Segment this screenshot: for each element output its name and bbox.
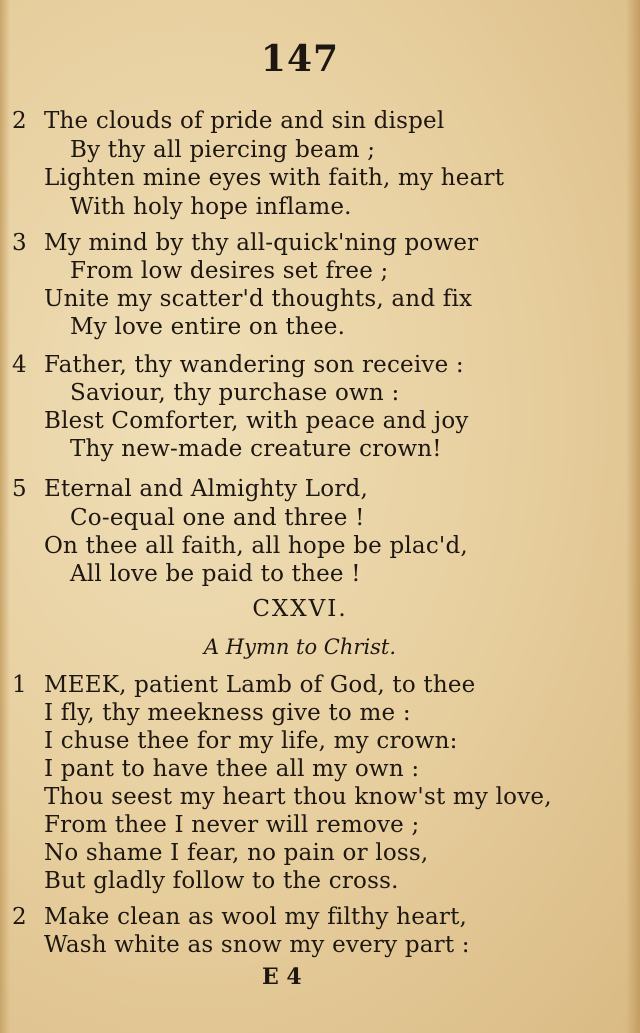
stanza-number: 2 — [12, 108, 27, 134]
verse-line: The clouds of pride and sin dispel — [44, 108, 445, 134]
verse-line: My love entire on thee. — [70, 314, 346, 340]
verse-line: From thee I never will remove ; — [44, 812, 420, 838]
stanza-number: 3 — [12, 230, 27, 256]
verse-line: Wash white as snow my every part : — [44, 932, 470, 958]
page-number: 147 — [260, 38, 340, 80]
verse-line: I pant to have thee all my own : — [44, 756, 420, 782]
hymn-title: A Hymn to Christ. — [203, 635, 397, 659]
verse-line: With holy hope inflame. — [70, 194, 352, 220]
verse-line: Saviour, thy purchase own : — [70, 380, 400, 406]
stanza-number: 4 — [12, 352, 27, 378]
verse-line: Make clean as wool my filthy heart, — [44, 904, 468, 930]
hymn-number-heading: CXXVI. — [252, 596, 348, 622]
verse-line: Blest Comforter, with peace and joy — [44, 408, 469, 434]
verse-line: Co-equal one and three ! — [70, 505, 365, 531]
verse-line: MEEK, patient Lamb of God, to thee — [44, 672, 476, 698]
verse-line: I fly, thy meekness give to me : — [44, 700, 411, 726]
stanza-number: 1 — [12, 672, 27, 698]
verse-line: Unite my scatter'd thoughts, and fix — [44, 286, 473, 312]
signature-mark: E 4 — [262, 964, 302, 990]
stanza-number: 2 — [12, 904, 27, 930]
verse-line: Father, thy wandering son receive : — [44, 352, 464, 378]
stanza-number: 5 — [12, 476, 27, 502]
verse-line: Thy new-made creature crown! — [70, 436, 442, 462]
verse-line: On thee all faith, all hope be plac'd, — [44, 533, 468, 559]
verse-line: No shame I fear, no pain or loss, — [44, 840, 429, 866]
verse-line: Lighten mine eyes with faith, my heart — [44, 165, 505, 191]
verse-line: All love be paid to thee ! — [70, 561, 361, 587]
verse-line: But gladly follow to the cross. — [44, 868, 399, 894]
verse-line: Thou seest my heart thou know'st my love, — [44, 784, 552, 810]
verse-line: My mind by thy all-quick'ning power — [44, 230, 479, 256]
page-edge-left — [0, 0, 10, 1033]
verse-line: From low desires set free ; — [70, 258, 389, 284]
verse-line: Eternal and Almighty Lord, — [44, 476, 368, 502]
page-edge-right — [626, 0, 640, 1033]
verse-line: I chuse thee for my life, my crown: — [44, 728, 458, 754]
verse-line: By thy all piercing beam ; — [70, 137, 376, 163]
